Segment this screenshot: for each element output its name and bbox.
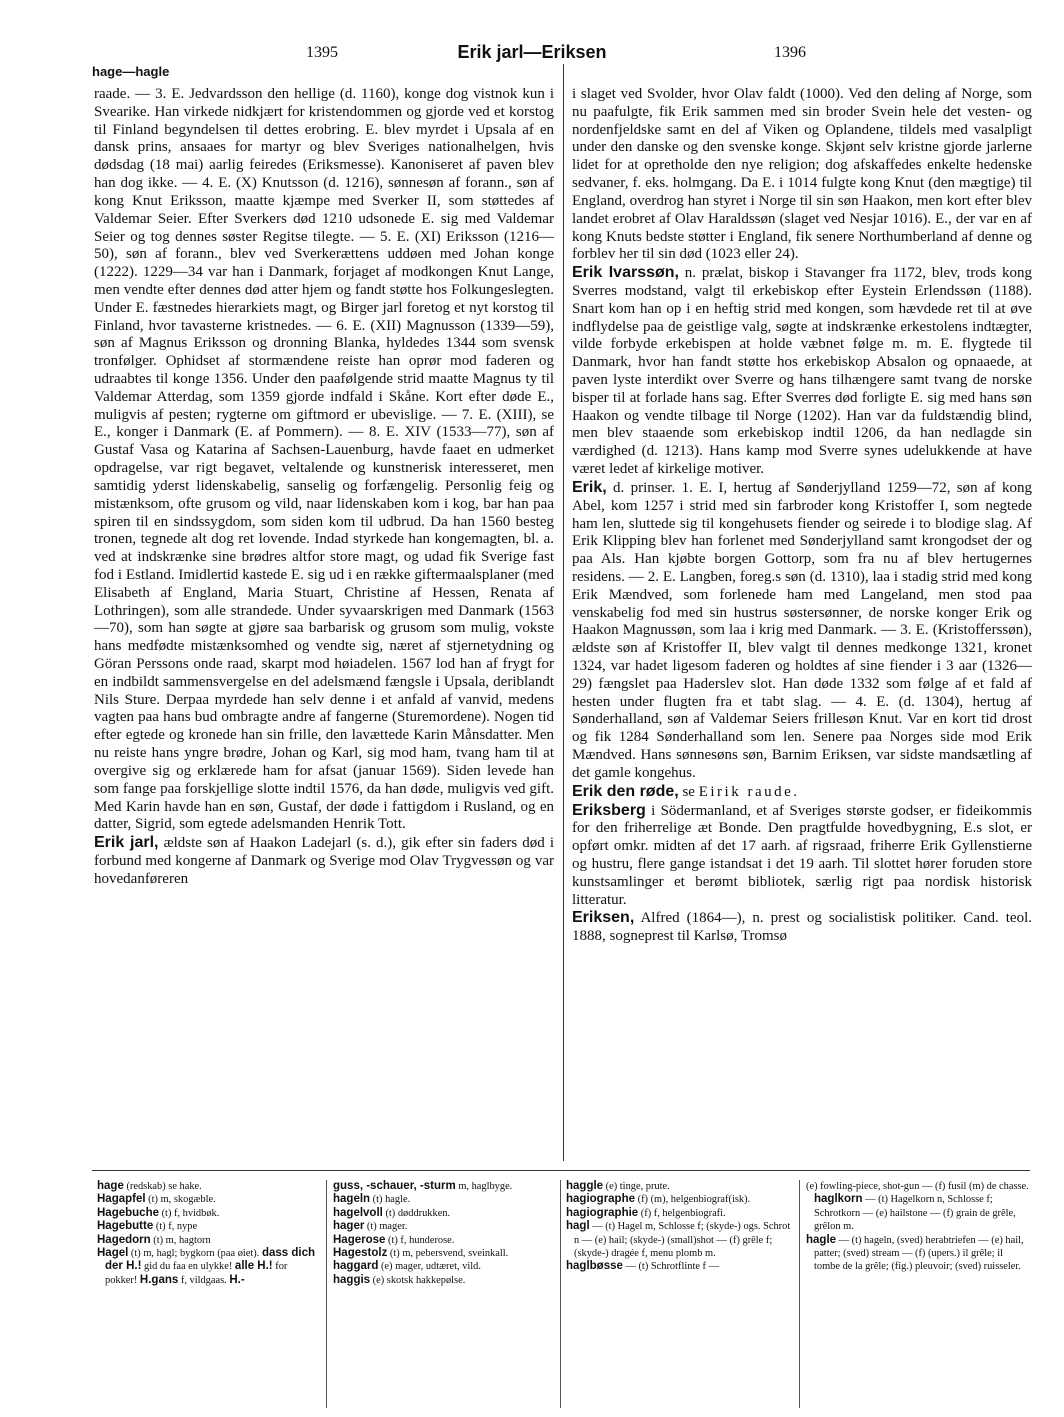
column-divider: [563, 64, 564, 1161]
dictionary-divider: [560, 1180, 561, 1408]
keyword-header: hage—hagle: [92, 64, 170, 79]
headword: Erik,: [572, 478, 607, 496]
dictionary-column-4: (e) fowling-piece, shot-gun — (f) fusil (m) de chasse. haglkorn — (t) Hagelkorn n, Schlosse f; Schrotkorn — (e) hailstone — (f) grain de grêle, grêlon m. hagle — (t) hageln, (sved) herabtriefen — (e) hail, patter; (sved) stream — (f) (upers.) il grêle; il tombe de la grêle; (fig.) pleuvoir; (sved) ruisseler.: [806, 1181, 1029, 1273]
headword: Erik den røde,: [572, 782, 679, 800]
article-entry: Eriksen, Alfred (1864—), n. prest og socialistisk politiker. Cand. teol. 1888, sogneprest til Karlsø, Tromsø: [572, 909, 1032, 945]
article-entry: Erik den røde, se Eirik raude.: [572, 782, 800, 800]
headword: Eriksberg: [572, 801, 646, 819]
article-entry: Erik, d. prinser. 1. E. I, hertug af Sønderjylland 1259—72, søn af kong Abel, kom 1257 i strid med sin farbroder kong Kristoffer I, som negtede ham len, sluttede sig til kongehusets fiender og seirede i to blodige slag. Af Erik Klipping blev han forlenet med Sønderjylland samt krongodset der og paa Als. Han kjøbte borgen Gottorp, som fra nu af blev hertugernes residens. — 2. E. Langben, foreg.s søn (d. 1310), laa i stadig strid med kong Erik Mændved, som forlenede ham med Langeland, men stod paa venskabelig fod med sin hustrus søstersønner, de norske konger Erik og Haakon Magnussøn, som laa i krig med Danmark. — 3. E. (Kristofferssøn), ældste søn af Kristoffer II, blev valgt til dennes medkonge 1321, kronet 1324, var hadet ligesom faderen og holdtes af sine fiender i 3 aar (1326—29) fængslet paa Haderslev slot. Han døde 1332 som følge af et fald af hesten under flugten fra et tabt slag. — 4. E. (d. 1304), hertug af Sønderhalland, søn af Valdemar Seiers frillesøn Knut. Var en kort tid drost og fik 1284 Sønderhalland som len. Senere paa Norges side mod Erik Mændved. Hans sønnesøns søn, Barnim Eriksen, var sidste mandsætling af det gamle kongehus.: [572, 478, 1032, 781]
headword: Erik jarl,: [94, 834, 159, 852]
article-entry: Erik Ivarssøn, n. prælat, biskop i Stavanger fra 1172, blev, trods kong Sverres modstand, valgt til erkebiskop efter Eystein Erlendssøn (1188). Snart kom han op i en heftig strid med kongen, som hævdede ret til at øve indflydelse paa de geistlige valg, søgte at indskrænke erkestolens indtægter, vilde forbyde erkebispen at holde væbnet følge m. m. E. flygtede til Danmark, hvor han fandt støtte hos erkebiskop Absalon og opnaaede, at paven lyste interdikt over Sverre og hans tilhængere samt tvang de norske bisper til at forlade hans sag. Efter Sverres død forligte E. sig med hans søn Haakon og vendte tilbage til Norge (1202). Han var da fuldstændig blind, men blev staaende som erkebiskop indtil 1206, da han nedlagde sin værdighed (d. 1213). Hans kamp mod Sverre synes udelukkende at have været ledet af kirkelige motiver.: [572, 264, 1032, 478]
article-paragraph: i slaget ved Svolder, hvor Olav faldt (1000). Ved den deling af Norge, som nu paafulgte, fik Erik sammen med sin broder Svein hele det vesten- og nordenfjeldske samt en del af Viken og Oplandene, tildels med vasalpligt under den danske og den svenske konge. Skjønt selv kristne gjorde jarlerne lidet for at opretholde den nye religion; dog afskaffedes enkelte hedenske sedvaner, f. eks. holmgang. Da E. i 1014 fulgte kong Knut (den mægtige) til England, overdrog han styret i Norge til sin søn Haakon, men kort efter blev landet erobret af Olav Haraldssøn (slaget ved Nesjar 1016). E., der var en af kong Knuts bedste støtter i England, fik senere Northumberland af denne og forblev her til sin død (1023 eller 24).: [572, 86, 1032, 263]
article-column-left: [94, 86, 554, 889]
page-number-left: 1395: [306, 44, 338, 61]
dictionary-column-3: haggle (e) tinge, prute. hagiographe (f) (m), helgenbiograf(isk). hagiographie (f) f, helgenbiografi. hagl — (t) Hagel m, Schlosse f; (skyde-) ogs. Schrot n — (e) hail; (skyde-) (small)shot — (f) grêle f; (skyde-) dragée f, menu plomb m. haglbøsse — (t) Schrotflinte f —: [566, 1180, 791, 1273]
article-column-right: [572, 86, 1032, 946]
footer-divider: [92, 1170, 1030, 1171]
dictionary-column-2: guss, -schauer, -sturm m, haglbyge. hageln (t) hagle. hagelvoll (t) døddrukken. hager (t) mager. Hagerose (t) f, hunderose. Hagestolz (t) m, pebersvend, sveinkall. haggard (e) mager, udtæret, vild. haggis (e) skotsk hakkepølse.: [333, 1180, 513, 1286]
headword: Erik Ivarssøn,: [572, 264, 679, 282]
article-paragraph: raade. — 3. E. Jedvardsson den hellige (d. 1160), konge dog vistnok kun i Svearike. Han virkede nidkjært for kristendommen og gjorde ved et korstog til Finland begyndelsen til dettes erobring. E. blev myrdet i Upsala af en dansk prins, ansaaes for martyr og blev Sveriges nationalhelgen, hvis dødsdag (18 mai) aarlig feiredes (Eriksmesse). Kanoniseret af paven blev han dog ikke. — 4. E. (X) Knutsson (d. 1216), sønnesøn af forann., søn af kong Knut Eriksson, maatte kjæmpe med Sverker II, som støttedes af Valdemar Seier. Efter Sverkers død 1210 udsonede E. sig med Valdemar Seier og tog dennes søster Regitse tilegte. — 5. E. (XI) Eriksson (1216—50), søn af forann., blev ved Sverkerættens uddøen med Johan konge (1222). 1229—34 var han i Danmark, forjaget af modkongen Knut Lange, men vendte efter dennes død atter hjem og fandt støtte hos Folkungeslegten. Under E. fæstnedes hierarkiets magt, og Birger jarl foretog et nyt korstog til Finland, hvor tavasterne kristnedes. — 6. E. (XII) Magnusson (1339—59), søn af Magnus Eriksson og dronning Blanka, hyldedes 1344 som svensk tronfølger. Ophidset af stormændene reiste han oprør mod faderen og udraabtes til konge 1356. Under den paafølgende strid maatte Magnus ty til Valdemar Atterdag, som 1359 gjorde indfald i Skåne. Kort efter døde E., muligvis af pesten; rygterne om giftmord er ubevislige. — 7. E. (XIII), se E., konger i Danmark (E. af Pommern). — 8. E. XIV (1533—77), søn af Gustaf Vasa og Katarina af Sachsen-Lauenburg, havde faaet en udmerket opdragelse, var rigt begavet, veltalende og kunstnerisk interesseret, men samtidig yderst lidenskabelig, sanselig og forfængelig. Personlig feig og mistænksom, ofte grusom og vild, naar lidenskaben kom i kog, bar han paa spiren til en sindssygdom, som siden kom til udbrud. Da han 1560 besteg tronen, tegnede alt dog ret lovende. Indad styrkede han kongemagten, bl. a. ved at indskrænke sine brødres altfor store magt, og udad fik Sverige fast fod i Estland. Imidlertid kastede E. sig ud i en række giftermaalsplaner (med Elisabeth af England, Maria Stuart, Christine af Hessen, Renata af Lothringen), som alle strandede. Under syvaarskrigen med Danmark (1563—70), som han søgte at gjøre saa barbarisk og grusom som mulig, vokste hans medfødte mistænksomhed og vendte sig, næret af stjernetydning og Göran Perssons onde raad, skarpt mod høiadelen. 1567 lod han af frygt for en indbildt sammensvergelse en del adelsmænd fængsle i Upsala, deriblandt Nils Sture. Derpaa myrdede han selv denne i et anfald af vanvid, medens vagten paa hans bud ombragte andre af fangerne (Sturemordene). Nogen tid efter egtede og kronede han sin frille, den lavættede Karin Månsdatter. Men nu reiste hans yngre brødre, Johan og Karl, sig mod ham, tvang ham til at overgive sig og erklærede ham for afsat (januar 1569). Siden levede han som fange paa forskjellige slotte indtil 1576, da han døde, muligvis ved gift. Med Karin havde han en søn, Gustaf, der døde i fattigdom i Rusland, og en datter, Sigrid, som egtede adelsmanden Henrik Tott.: [94, 86, 554, 833]
running-title: Erik jarl—Eriksen: [457, 42, 607, 62]
dictionary-divider: [326, 1180, 327, 1408]
dictionary-column-1: hage (redskab) se hake. Hagapfel (t) m, skogæble. Hagebuche (t) f, hvidbøk. Hagebutte (t) f, nype Hagedorn (t) m, hagtorn Hagel (t) m, hagl; bygkorn (paa øiet). dass dich der H.! gid du faa en ulykke! alle H.! for pokker! H.gans f, vildgaas. H.-: [97, 1180, 315, 1286]
cross-reference: Eirik raude.: [698, 783, 800, 800]
page-number-right: 1396: [774, 44, 806, 61]
headword: Eriksen,: [572, 909, 635, 927]
article-entry: Erik jarl, ældste søn af Haakon Ladejarl (s. d.), gik efter sin faders død i forbund med kongerne af Danmark og Sverige mod Olav Trygvessøn og var hovedanføreren: [94, 834, 554, 887]
article-entry: Eriksberg i Södermanland, et af Sveriges største godser, er fideikommis for den friherrelige æt Bonde. Den pragtfulde hovedbygning, E.s slot, er opført omkr. midten af det 17 aarh. af rigsraad, friherre Erik Gyllenstierne og hustru, flere gange istandsat i det 19 aarh. Til slottet hører foruden store kunstsamlinger et berømt bibliotek, særlig rigt paa nordisk historisk litteratur.: [572, 801, 1032, 908]
dictionary-divider: [799, 1180, 800, 1408]
